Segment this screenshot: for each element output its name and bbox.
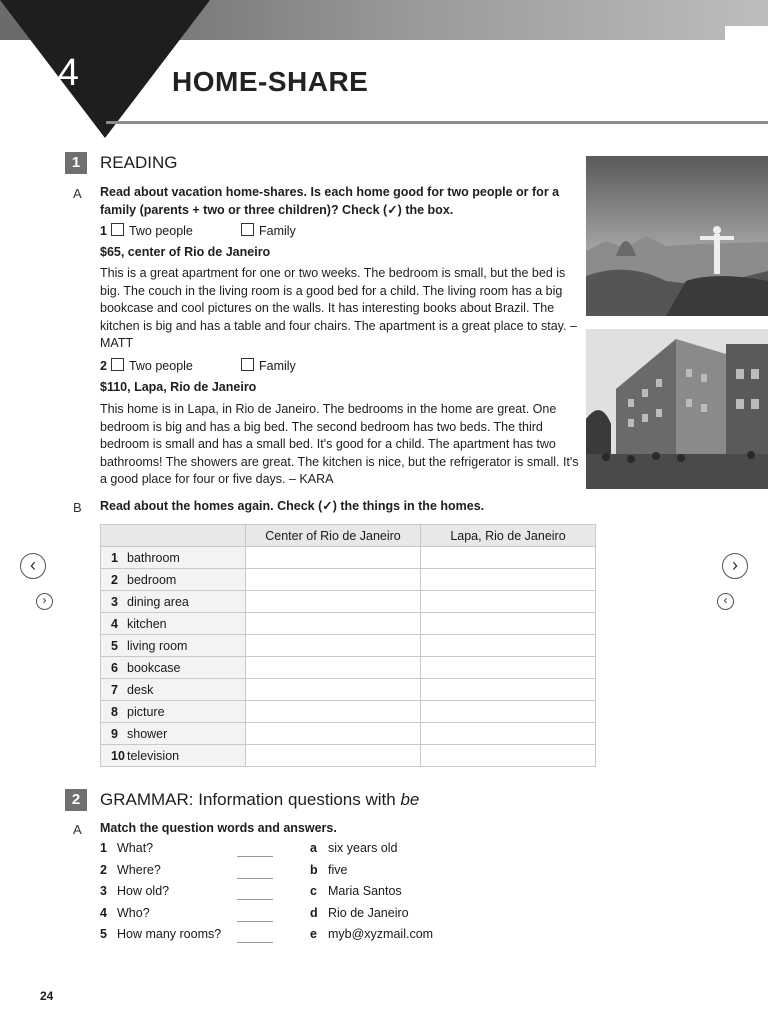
- item-label: picture: [127, 704, 165, 719]
- next-small-button[interactable]: ›: [36, 593, 53, 610]
- homes-checklist-table: [100, 524, 596, 767]
- item-label: bathroom: [127, 550, 180, 565]
- grammar-part-a-instruction: Match the question words and answers.: [100, 821, 337, 835]
- table-row: [101, 569, 596, 591]
- check-cell-center[interactable]: [246, 745, 421, 767]
- question-number: 1: [100, 841, 107, 855]
- item-number: 2: [111, 572, 118, 587]
- answer-text: Maria Santos: [328, 884, 402, 898]
- answer-letter: c: [310, 884, 317, 898]
- check-cell-lapa[interactable]: [421, 745, 596, 767]
- unit-number: 3.4: [28, 52, 78, 94]
- part-b-letter: B: [73, 500, 82, 515]
- check-cell-center[interactable]: [246, 701, 421, 723]
- check-cell-lapa[interactable]: [421, 547, 596, 569]
- page-number: 24: [40, 989, 54, 1003]
- match-row: [100, 841, 500, 863]
- header-rule: [106, 121, 768, 124]
- answer-text: myb@xyzmail.com: [328, 927, 434, 941]
- home-2-heading: $110, Lapa, Rio de Janeiro: [100, 380, 257, 394]
- question-word: Where?: [117, 862, 161, 877]
- match-row: [100, 884, 500, 906]
- rio-christ-photo: [586, 156, 768, 316]
- question-number: 2: [100, 862, 107, 877]
- table-row: [101, 613, 596, 635]
- item-cell: [101, 613, 246, 635]
- item-cell: [101, 657, 246, 679]
- match-row: [100, 863, 500, 885]
- home-2-number: 2: [100, 359, 107, 373]
- header-band-gradient: [180, 0, 768, 40]
- header-notch: [725, 26, 768, 40]
- part-a-instruction: Read about vacation home-shares. Is each home good for two people or for a family (parents + two or three children)? Check (✓) the box.: [100, 185, 560, 217]
- item-label: living room: [127, 638, 188, 653]
- item-number: 4: [111, 616, 118, 631]
- item-cell: [101, 591, 246, 613]
- home-1-number: 1: [100, 224, 107, 238]
- question-word: How old?: [117, 884, 170, 898]
- match-list: [100, 841, 500, 949]
- item-cell: [101, 635, 246, 657]
- answer-blank[interactable]: [237, 855, 273, 857]
- answer-letter: b: [310, 862, 318, 877]
- question-word: What?: [117, 841, 154, 855]
- check-cell-lapa[interactable]: [421, 591, 596, 613]
- answer-blank[interactable]: [237, 920, 273, 922]
- item-number: 8: [111, 704, 118, 719]
- check-cell-center[interactable]: [246, 547, 421, 569]
- home-2-family-option: [241, 358, 296, 373]
- item-label: desk: [127, 682, 154, 697]
- section-1-badge: 1: [65, 152, 87, 174]
- item-label: shower: [127, 726, 168, 741]
- item-number: 6: [111, 660, 118, 675]
- check-cell-lapa[interactable]: [421, 635, 596, 657]
- section-2-title-italic: be: [400, 790, 420, 809]
- item-number: 7: [111, 682, 118, 697]
- home-1-text: This is a great apartment for one or two weeks. The bedroom is small, but the bed is big. The couch in the living room is a good bed for a child. The living room has a big bookcase and cool pictures on the walls. It has interesting books about Brazil. The kitchen is big and has a table and four chairs. The apartment is a great place to stay. – MATT: [100, 266, 577, 351]
- answer-letter: d: [310, 905, 318, 920]
- answer-text: six years old: [328, 841, 398, 855]
- section-2-title-main: GRAMMAR: Information questions with: [100, 790, 401, 809]
- answer-blank[interactable]: [237, 898, 273, 900]
- check-cell-lapa[interactable]: [421, 723, 596, 745]
- question-word: How many rooms?: [117, 927, 222, 941]
- item-number: 10: [111, 748, 125, 763]
- check-cell-lapa[interactable]: [421, 657, 596, 679]
- home-1-family-option: [241, 223, 296, 238]
- option-family-2: Family: [259, 359, 296, 373]
- item-number: 5: [111, 638, 118, 653]
- question-number: 4: [100, 905, 107, 920]
- option-family-1: Family: [259, 224, 296, 238]
- table-row: [101, 547, 596, 569]
- question-word: Who?: [117, 905, 150, 920]
- part-a-letter: A: [73, 186, 82, 201]
- table-row: [101, 745, 596, 767]
- table-row: [101, 723, 596, 745]
- answer-blank[interactable]: [237, 877, 273, 879]
- checkbox-family-2[interactable]: [241, 358, 254, 371]
- item-cell: [101, 679, 246, 701]
- table-row: [101, 701, 596, 723]
- question-number: 3: [100, 884, 107, 898]
- check-cell-lapa[interactable]: [421, 613, 596, 635]
- table-corner-cell: [101, 525, 246, 547]
- answer-letter: e: [310, 927, 317, 941]
- check-cell-lapa[interactable]: [421, 569, 596, 591]
- check-cell-lapa[interactable]: [421, 679, 596, 701]
- checkbox-two-people-1[interactable]: [111, 223, 124, 236]
- next-page-button[interactable]: ›: [722, 553, 748, 579]
- section-1-title: READING: [100, 153, 178, 172]
- answer-blank[interactable]: [237, 941, 273, 943]
- home-2-options: [100, 358, 193, 373]
- unit-title: HOME-SHARE: [172, 66, 369, 97]
- item-cell: [101, 569, 246, 591]
- table-row: [101, 657, 596, 679]
- item-number: 3: [111, 594, 118, 609]
- question-number: 5: [100, 927, 107, 941]
- check-cell-lapa[interactable]: [421, 701, 596, 723]
- answer-text: Rio de Janeiro: [328, 905, 409, 920]
- check-cell-center[interactable]: [246, 723, 421, 745]
- item-label: television: [127, 748, 180, 763]
- home-1-heading: $65, center of Rio de Janeiro: [100, 245, 271, 259]
- answer-text: five: [328, 862, 348, 877]
- checkbox-two-people-2[interactable]: [111, 358, 124, 371]
- section-2-badge: 2: [65, 789, 87, 811]
- column-header-center: Center of Rio de Janeiro: [246, 525, 421, 547]
- table-row: [101, 591, 596, 613]
- item-label: bookcase: [127, 660, 181, 675]
- check-cell-center[interactable]: [246, 657, 421, 679]
- table-row: [101, 635, 596, 657]
- home-2-text: This home is in Lapa, in Rio de Janeiro. The bedrooms in the home are great. One bedroom is big and has a big bed. The second bedroom has two beds. The third bedroom is small and has a small bed. It's good for a child. The apartment has two bathrooms! The showers are great. The kitchen is nice, but the refrigerator is small. It's a good place for four or five days. – KARA: [100, 402, 579, 487]
- section-2-title: [100, 790, 419, 810]
- answer-letter: a: [310, 841, 317, 855]
- check-cell-center[interactable]: [246, 613, 421, 635]
- item-number: 9: [111, 726, 118, 741]
- check-cell-center[interactable]: [246, 635, 421, 657]
- option-two-people-1: Two people: [128, 224, 193, 238]
- item-label: dining area: [127, 594, 189, 609]
- item-cell: [101, 701, 246, 723]
- item-label: kitchen: [127, 616, 167, 631]
- grammar-part-a-letter: A: [73, 822, 82, 837]
- table-header-row: [101, 525, 596, 547]
- option-two-people-2: Two people: [128, 359, 193, 373]
- item-cell: [101, 745, 246, 767]
- home-1-options: [100, 223, 193, 238]
- check-cell-center[interactable]: [246, 569, 421, 591]
- match-row: [100, 927, 500, 949]
- item-label: bedroom: [127, 572, 177, 587]
- lapa-building-photo: [586, 329, 768, 489]
- item-cell: [101, 547, 246, 569]
- match-row: [100, 906, 500, 928]
- previous-small-button[interactable]: ‹: [717, 593, 734, 610]
- table-row: [101, 679, 596, 701]
- checkbox-family-1[interactable]: [241, 223, 254, 236]
- part-b-instruction: Read about the homes again. Check (✓) the things in the homes.: [100, 499, 485, 513]
- column-header-lapa: Lapa, Rio de Janeiro: [421, 525, 596, 547]
- check-cell-center[interactable]: [246, 591, 421, 613]
- item-number: 1: [111, 550, 118, 565]
- previous-page-button[interactable]: ‹: [20, 553, 46, 579]
- check-cell-center[interactable]: [246, 679, 421, 701]
- item-cell: [101, 723, 246, 745]
